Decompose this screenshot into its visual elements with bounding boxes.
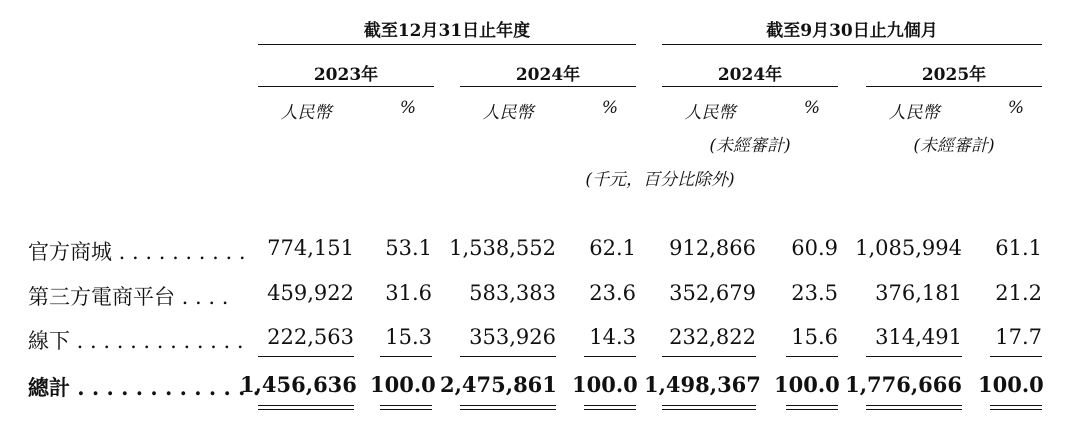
row-label-total: 總計 . . . . . . . . . . . . . (28, 375, 261, 400)
total-double-line (990, 409, 1042, 410)
year-header-2024: 2024年 (515, 65, 581, 85)
cell-official-2023-rmb: 774,151 (267, 236, 354, 260)
total-double-line (866, 409, 962, 410)
cell-official-2025-9m-pct: 61.1 (995, 236, 1042, 260)
total-double-line (460, 409, 556, 410)
cell-offline-2024-9m-rmb: 232,822 (669, 325, 756, 349)
cell-total-2024-9m-rmb: 1,498,367 (644, 372, 761, 397)
subtotal-line (460, 356, 556, 357)
cell-official-2025-9m-rmb: 1,085,994 (855, 236, 962, 260)
subtotal-line (258, 356, 354, 357)
units-note: (千元，百分比除外) (585, 170, 735, 190)
unaudited-note-2025: (未經審計) (913, 136, 995, 156)
unit-rmb-2025-9m: 人民幣 (888, 103, 940, 123)
cell-third-2025-9m-pct: 21.2 (995, 281, 1042, 305)
cell-third-2025-9m-rmb: 376,181 (875, 281, 962, 305)
period-header-fy: 截至12月31日止年度 (363, 21, 531, 41)
cell-offline-2025-9m-pct: 17.7 (995, 325, 1042, 349)
cell-total-2025-9m-rmb: 1,776,666 (845, 372, 962, 397)
total-double-line (662, 405, 756, 406)
cell-official-2024-9m-pct: 60.9 (791, 236, 838, 260)
total-double-line (786, 405, 838, 406)
period-underline-9m (662, 44, 1042, 45)
total-double-line (584, 409, 636, 410)
cell-offline-2025-9m-rmb: 314,491 (875, 325, 962, 349)
cell-offline-2024-rmb: 353,926 (469, 325, 556, 349)
cell-official-2023-pct: 53.1 (385, 236, 432, 260)
total-double-line (380, 405, 432, 406)
total-double-line (380, 409, 432, 410)
total-double-line (990, 405, 1042, 406)
subtotal-line (786, 356, 838, 357)
total-double-line (662, 409, 756, 410)
cell-third-2024-rmb: 583,383 (469, 281, 556, 305)
unit-pct-2024-9m: % (803, 98, 821, 118)
unit-pct-2025-9m: % (1007, 98, 1025, 118)
cell-third-2024-9m-rmb: 352,679 (669, 281, 756, 305)
cell-total-2023-rmb: 1,456,636 (240, 372, 357, 397)
year-header-2025-9m: 2025年 (921, 65, 987, 85)
row-label-offline: 線下 . . . . . . . . . . . . . (28, 329, 244, 353)
year-header-2023: 2023年 (313, 65, 379, 85)
unaudited-note-2024: (未經審計) (709, 136, 791, 156)
unit-rmb-2024: 人民幣 (482, 103, 534, 123)
row-label-third-party: 第三方電商平台 . . . . (28, 285, 229, 309)
cell-total-2024-9m-pct: 100.0 (774, 372, 840, 397)
cell-third-2023-rmb: 459,922 (267, 281, 354, 305)
cell-official-2024-pct: 62.1 (589, 236, 636, 260)
cell-total-2025-9m-pct: 100.0 (978, 372, 1044, 397)
cell-offline-2024-pct: 14.3 (589, 325, 636, 349)
subtotal-line (990, 356, 1042, 357)
row-label-official-store: 官方商城 . . . . . . . . . . (28, 240, 246, 264)
subtotal-line (866, 356, 962, 357)
year-underline-2023 (258, 86, 434, 87)
total-double-line (786, 409, 838, 410)
cell-total-2024-rmb: 2,475,861 (440, 372, 557, 397)
subtotal-line (662, 356, 756, 357)
cell-third-2024-9m-pct: 23.5 (791, 281, 838, 305)
subtotal-line (584, 356, 636, 357)
cell-total-2023-pct: 100.0 (370, 372, 436, 397)
unit-rmb-2023: 人民幣 (280, 103, 332, 123)
cell-offline-2023-pct: 15.3 (385, 325, 432, 349)
unit-pct-2024: % (601, 98, 619, 118)
total-double-line (258, 409, 354, 410)
subtotal-line (380, 356, 432, 357)
total-double-line (584, 405, 636, 406)
year-underline-2024 (460, 86, 636, 87)
cell-third-2024-pct: 23.6 (589, 281, 636, 305)
unit-pct-2023: % (399, 98, 417, 118)
cell-official-2024-9m-rmb: 912,866 (669, 236, 756, 260)
year-underline-2025-9m (866, 86, 1042, 87)
unit-rmb-2024-9m: 人民幣 (684, 103, 736, 123)
period-header-9m: 截至9月30日止九個月 (766, 21, 938, 41)
cell-offline-2023-rmb: 222,563 (267, 325, 354, 349)
cell-offline-2024-9m-pct: 15.6 (791, 325, 838, 349)
cell-total-2024-pct: 100.0 (572, 372, 638, 397)
cell-third-2023-pct: 31.6 (385, 281, 432, 305)
total-double-line (258, 405, 354, 406)
total-double-line (460, 405, 556, 406)
cell-official-2024-rmb: 1,538,552 (449, 236, 556, 260)
total-double-line (866, 405, 962, 406)
year-underline-2024-9m (662, 86, 838, 87)
year-header-2024-9m: 2024年 (717, 65, 783, 85)
period-underline-fy (258, 44, 636, 45)
